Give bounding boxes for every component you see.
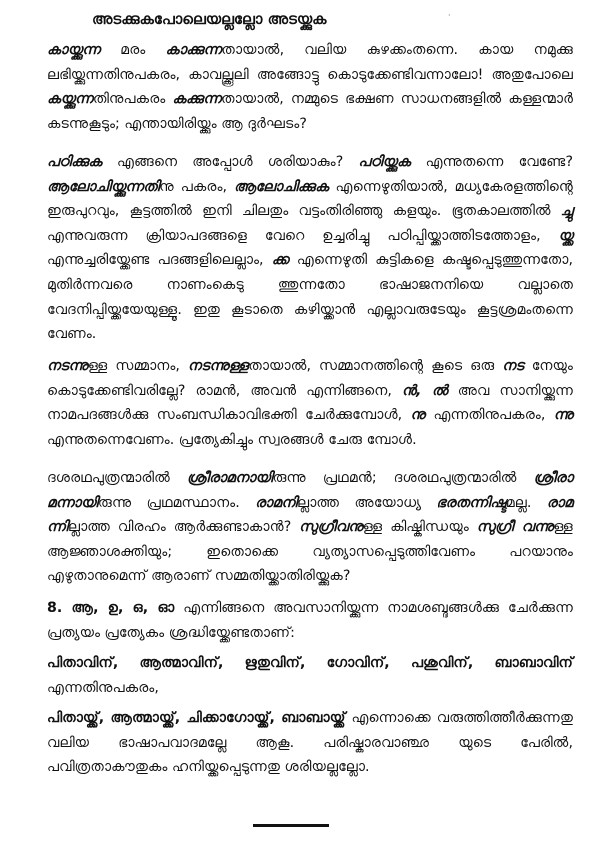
paragraph-padikkuka: പഠിക്കുക എങ്ങനെ അപ്പോൾ ശരിയാകും? പഠിയ്ക്കുക എന്നുതന്നെ വേണ്ടേ? ആലോചിയ്ക്കുന്നതിനു പകരം, ആലോചിക്കുക എന്നെഴുതിയാൽ, മധ്യകേരളത്തിന്റെ ഇരുപുറവും, കൂട്ടത്തിൽ ഇനി ചിലതും വട്ടംതിരിഞ്ഞു കളയും. ഭൂതകാലത്തിൽ ച്ചു എന്നുവരുന്ന ക്രിയാപദങ്ങളെ വേറെ ഉച്ചരിച്ചു പഠിപ്പിയ്ക്കാത്തിടത്തോളം, യ്ക്ക എന്നുച്ചരിയ്ക്കേണ്ട പദങ്ങളിലെല്ലാം, ക്ക എന്നെഴുതി കുട്ടികളെ കഷ്ടപ്പെടുത്തുന്നതോ, മുതിർന്നവരെ നാണംകെടു ത്തുന്നതോ ഭാഷാജനനിയെ വല്ലാതെ വേദനിപ്പിയ്ക്കയേയുള്ളൂ. ഇതു കൂടാതെ കഴിയ്ക്കാൻ എല്ലാവരുടേയും കൂട്ടശ്രമംതന്നെ വേണം. [47,154,574,343]
paragraph-dasharatha: ദശരഥപുത്രന്മാരിൽ ശ്രീരാമനായിരുന്നു പ്രഥമൻ; ദശരഥപുത്രന്മാരിൽ ശ്രീരാ മന്നായിരുന്നു പ്രഥമസ്ഥാനം. രാമനില്ലാത്ത അയോധ്യ ഭരതന്നിഷ്ടമല്ല. രാമ ന്നില്ലാത്ത വിരഹം ആർക്കുണ്ടാകാൻ? സുഗ്രീവനുള്ള കിഷ്കിന്ധയും സുഗ്രീ വന്നുള്ള ആജ്ഞാശക്തിയും; ഇതൊക്കെ വ്യത്യാസപ്പെടുത്തിവേണം പറയാനും എഴുതാനുമെന്ന് ആരാണ് സമ്മതിയ്ക്കാതിരിയ്ക്കുക? [47,470,574,585]
section-heading: അടക്കുകപോലെയല്ലല്ലോ അടയ്ക്കുക [92,10,327,28]
paragraph-examples-correct: പിതാവിന്, ആത്മാവിന്, ഋതുവിന്, ഗോവിന്, പശുവിന്, ബാബാവിന് എന്നതിനുപകരം, [47,655,573,696]
paragraph-kaykkunna: കായ്ക്കുന്ന മരം കാക്കുന്നതായാൽ, വലിയ കുഴക്കംതന്നെ. കായ നമുക്കു ലഭിയ്ക്കുന്നതിനുപകരം, കാവല്ക്കൂലി അങ്ങോട്ടു കൊടുക്കേണ്ടിവന്നാലോ! അതുപോലെ കയ്ക്കുന്നതിനുപകരം കക്കുന്നതായാൽ, നമ്മുടെ ഭക്ഷണ സാധനങ്ങളിൽ കള്ളന്മാർ കടന്നുകൂടും; എന്തായിരിയ്ക്കും ആ ദുർഘടം? [47,42,573,132]
end-divider [253,824,329,827]
scan-speck: · [448,11,451,20]
paragraph-nadannulla: നടന്നുള്ള സമ്മാനം, നടന്നുള്ളതായാൽ, സമ്മാനത്തിന്റെ കൂടെ ഒരു നട നേയും കൊടുക്കേണ്ടിവരില്ലേ? രാമൻ, അവൻ എന്നിങ്ങനെ, ൻ, ൽ അവ സാനിയ്ക്കുന്ന നാമപദങ്ങൾക്കു സംബന്ധികാവിഭക്തി ചേർക്കുമ്പോൾ, നു എന്നതിനുപകരം, ന്നു എന്നുതന്നെവേണം. പ്രത്യേകിച്ചും സ്വരങ്ങൾ ചേരു മ്പോൾ. [47,358,574,448]
paragraph-rule-8: 8. ആ, ഉ, ഒ, ഓ എന്നിങ്ങനെ അവസാനിയ്ക്കുന്ന നാമശബ്ദങ്ങൾക്കു ചേർക്കുന്ന പ്രത്യയം പ്രത്യേകം ശ്രദ്ധിയ്ക്കേണ്ടതാണ്: [47,600,573,641]
paragraph-examples-wrong: പിതായ്ക്ക്, ആത്മായ്ക്ക്, ചിക്കാഗോയ്ക്ക്, ബാബായ്ക്ക് എന്നൊക്കെ വരുത്തിത്തീർക്കുന്നതു വലിയ ഭാഷാപവാദമല്ലേ ആകൂ. പരിഷ്കാരവാഞ്ഛ യുടെ പേരിൽ, പവിത്രതാകൗതുകം ഹനിയ്ക്കപ്പെടുന്നതു ശരിയല്ലല്ലോ. [47,710,573,776]
